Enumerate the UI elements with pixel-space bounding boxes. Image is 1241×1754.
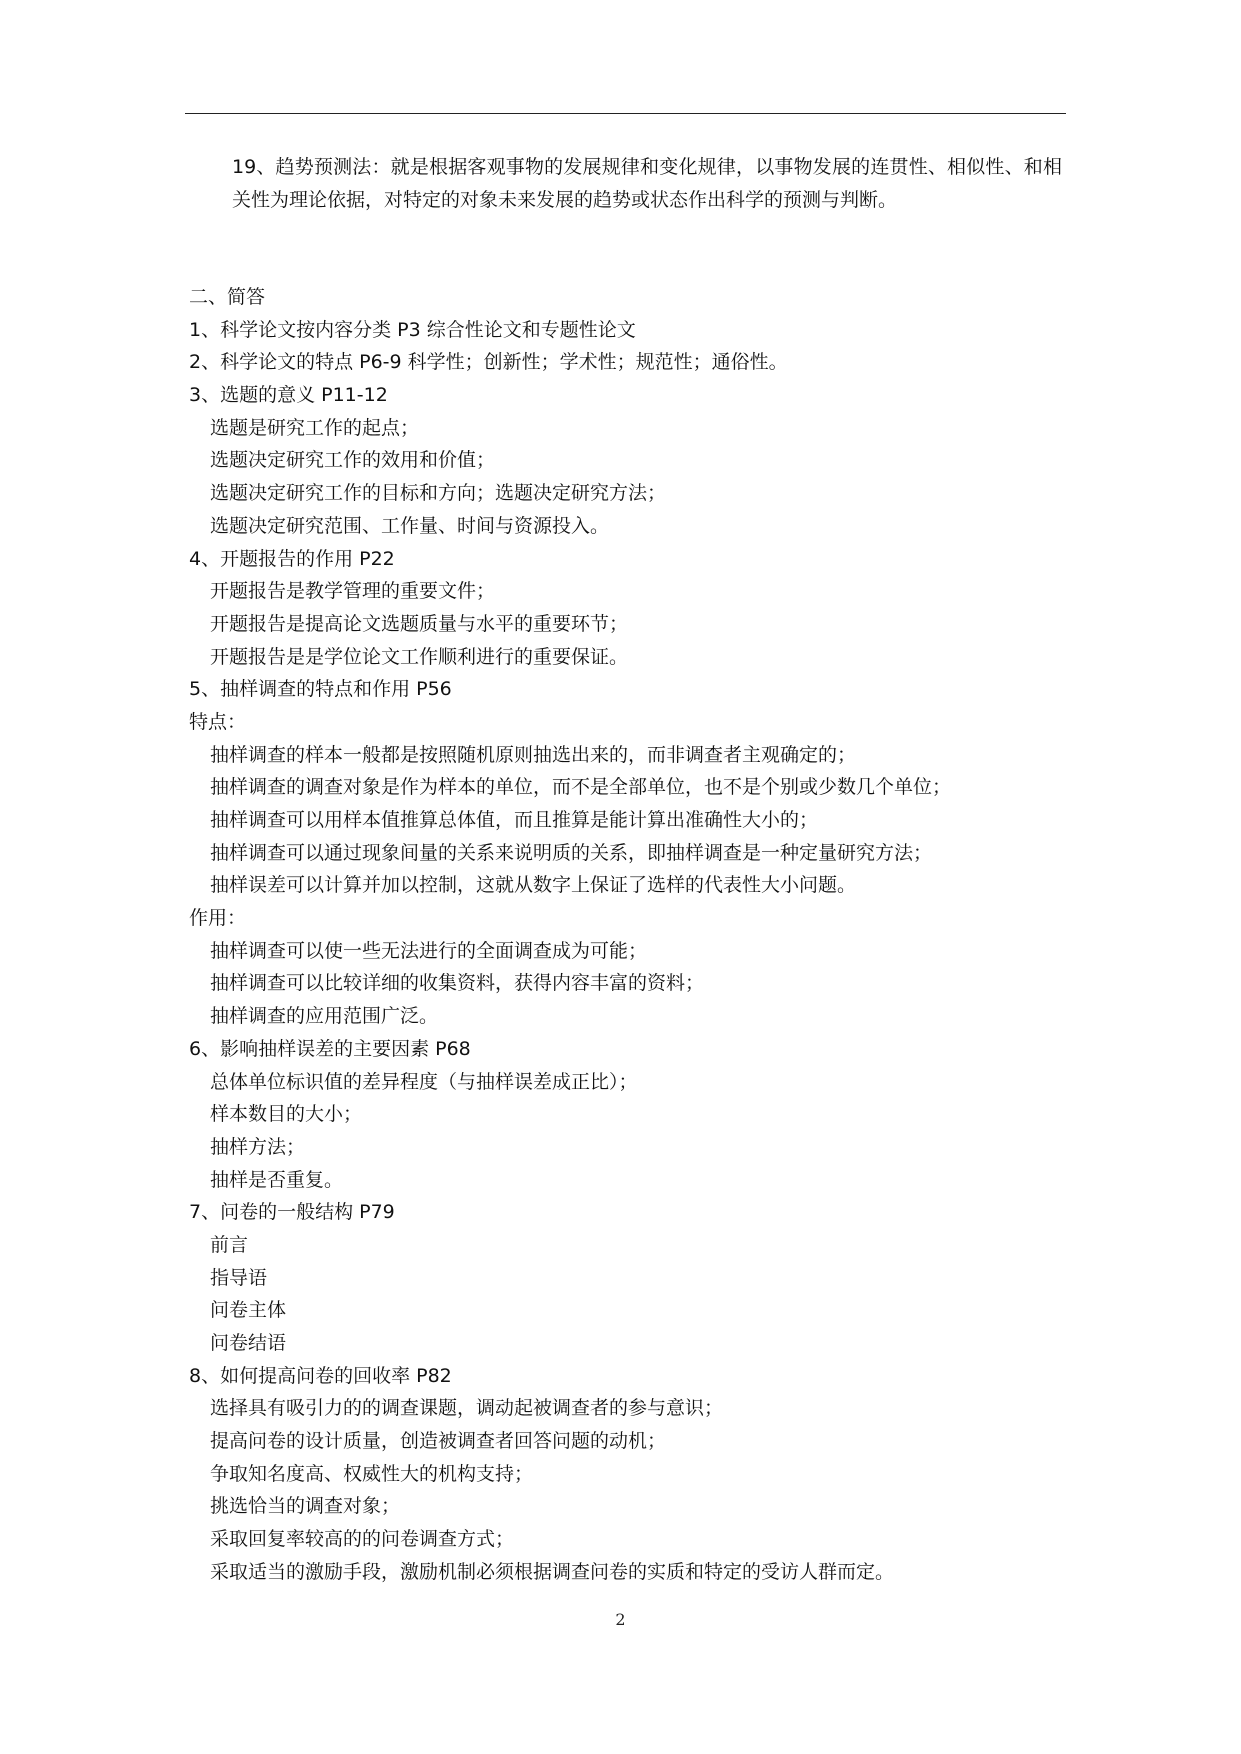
section-heading: 二、简答 [189,286,266,308]
answer-line: 问卷结语 [210,1332,287,1354]
answer-line: 抽样误差可以计算并加以控制，这就从数字上保证了选样的代表性大小问题。 [210,874,857,897]
answer-line: 开题报告是教学管理的重要文件； [210,580,496,603]
question-heading: 6、影响抽样误差的主要因素 P68 [189,1037,471,1060]
answer-line: 抽样调查的调查对象是作为样本的单位，而不是全部单位，也不是个别或少数几个单位； [210,776,952,799]
answer-line: 抽样调查可以通过现象间量的关系来说明质的关系，即抽样调查是一种定量研究方法； [210,841,933,864]
answer-line: 采取回复率较高的的问卷调查方式； [210,1528,515,1551]
intro-paragraph: 19、趋势预测法：就是根据客观事物的发展规律和变化规律，以事物发展的连贯性、相似性、和相关性为理论依据，对特定的对象未来发展的趋势或状态作出科学的预测与判断。 [232,156,1062,211]
answer-line: 抽样调查可以用样本值推算总体值，而且推算是能计算出准确性大小的； [210,809,819,831]
question-heading: 5、抽样调查的特点和作用 P56 [189,678,452,701]
question-heading: 7、问卷的一般结构 P79 [189,1201,395,1224]
answer-line: 提高问卷的设计质量，创造被调查者回答问题的动机； [210,1430,667,1453]
answer-line: 抽样调查的应用范围广泛。 [210,1005,439,1028]
answer-line: 开题报告是是学位论文工作顺利进行的重要保证。 [210,645,629,668]
answer-line: 抽样方法； [210,1135,306,1158]
answer-line: 挑选恰当的调查对象； [210,1495,401,1518]
answer-line: 抽样调查可以比较详细的收集资料，获得内容丰富的资料； [210,972,705,995]
answer-line: 问卷主体 [210,1299,287,1322]
answer-line: 指导语 [210,1266,268,1289]
question-heading: 3、选题的意义 P11-12 [189,384,388,407]
answer-line: 选题决定研究范围、工作量、时间与资源投入。 [210,514,610,537]
answer-line: 抽样调查可以使一些无法进行的全面调查成为可能； [210,939,648,962]
answer-line: 选择具有吸引力的的调查课题，调动起被调查者的参与意识； [210,1397,724,1420]
document-body [189,281,1069,1589]
subsection-label: 作用： [189,907,247,930]
subsection-label: 特点： [189,710,247,733]
answer-line: 样本数目的大小； [210,1103,363,1126]
answer-line: 抽样是否重复。 [210,1168,344,1191]
answer-line: 争取知名度高、权威性大的机构支持； [210,1462,534,1485]
answer-line: 开题报告是提高论文选题质量与水平的重要环节； [210,612,629,635]
answer-line: 选题决定研究工作的目标和方向；选题决定研究方法； [210,482,667,505]
page-number: 2 [615,1610,626,1629]
question-heading: 4、开题报告的作用 P22 [189,547,395,570]
answer-line: 选题是研究工作的起点； [210,416,420,439]
answer-line: 采取适当的激励手段，激励机制必须根据调查问卷的实质和特定的受访人群而定。 [210,1560,895,1583]
question-heading: 1、科学论文按内容分类 P3 综合性论文和专题性论文 [189,318,636,341]
question-heading: 2、科学论文的特点 P6-9 科学性；创新性；学术性；规范性；通俗性。 [189,351,788,374]
answer-line: 抽样调查的样本一般都是按照随机原则抽选出来的，而非调查者主观确定的； [210,743,857,766]
header-rule [185,113,1066,114]
answer-line: 选题决定研究工作的效用和价值； [210,449,496,472]
answer-line: 总体单位标识值的差异程度（与抽样误差成正比）； [210,1070,638,1093]
answer-line: 前言 [210,1233,249,1256]
question-heading: 8、如何提高问卷的回收率 P82 [189,1364,452,1387]
